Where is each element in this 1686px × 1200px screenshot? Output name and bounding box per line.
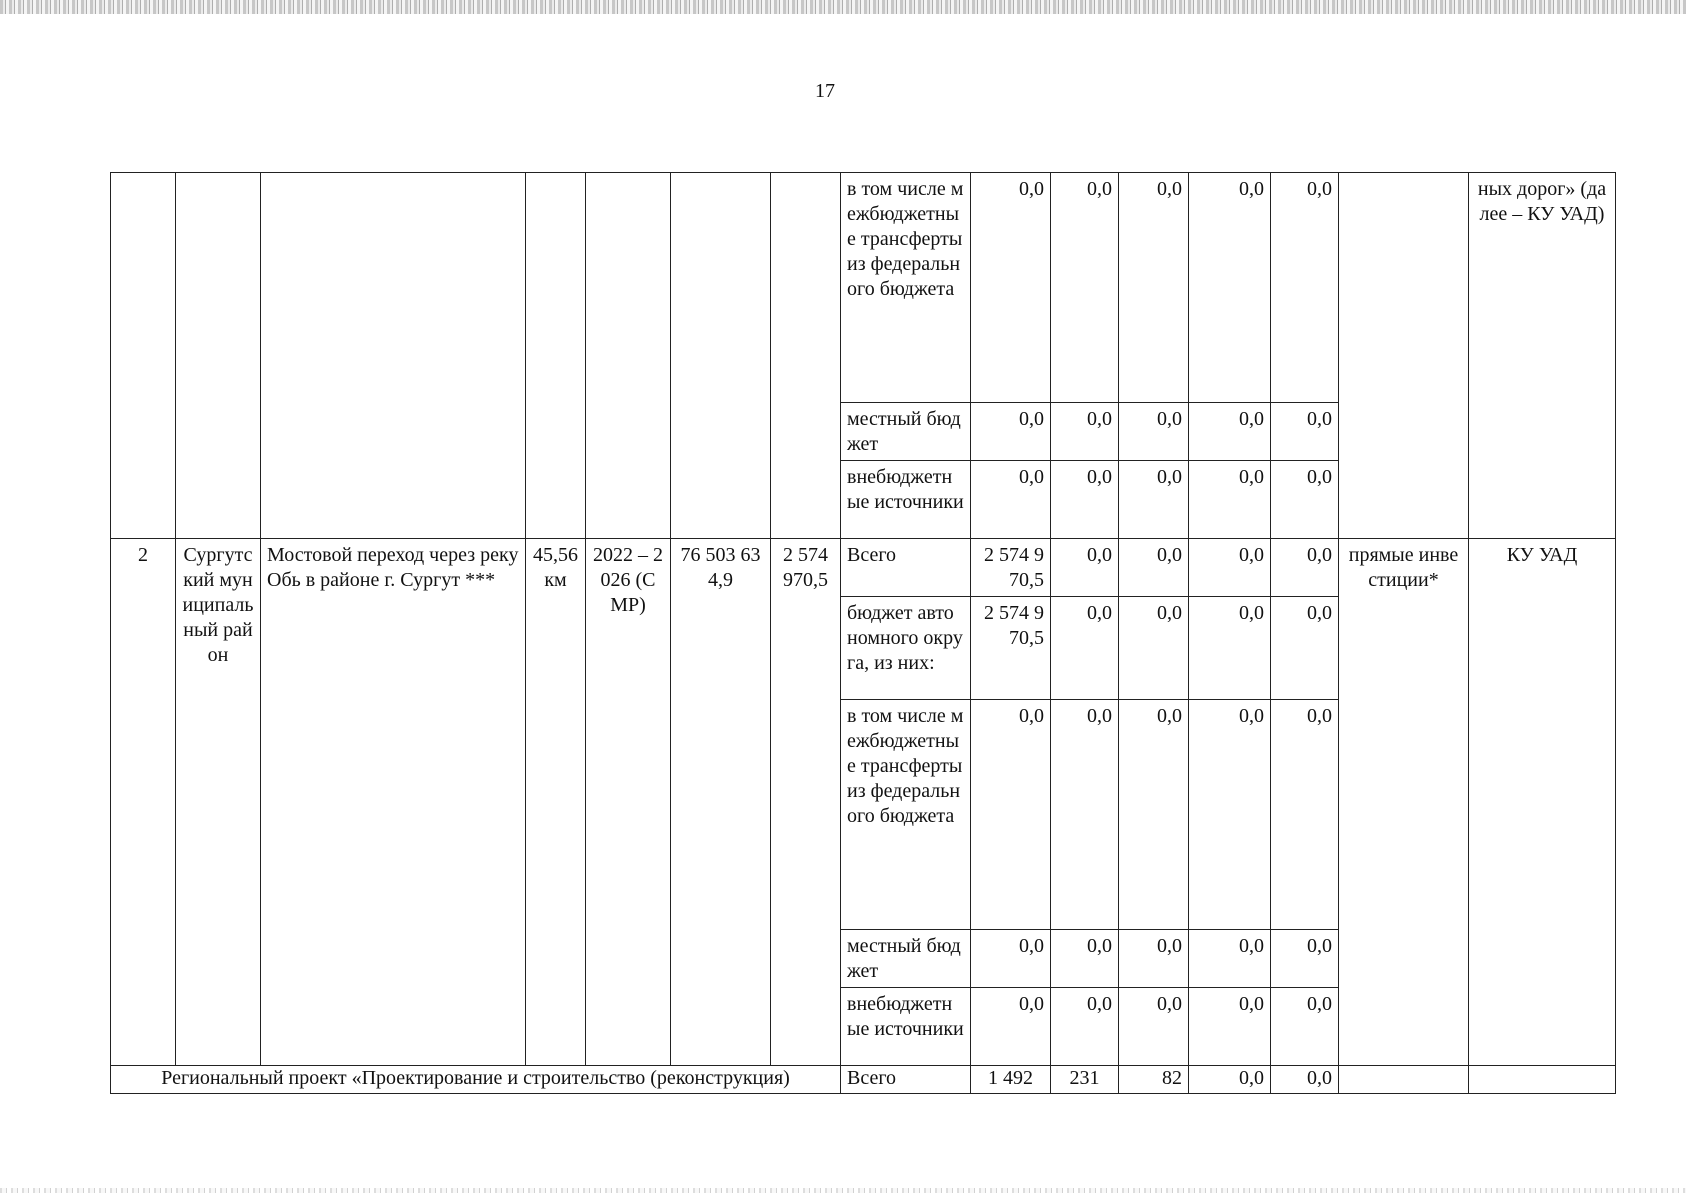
value-cell: 2 574 970,5 (971, 597, 1051, 700)
funding-source-cell: местный бюджет (841, 403, 971, 461)
value-cell: 0,0 (1271, 700, 1339, 930)
remaining-cost: 2 574 970,5 (771, 539, 841, 1066)
value-cell: 0,0 (1119, 173, 1189, 403)
value-cell: 0,0 (971, 403, 1051, 461)
funding-source-cell: внебюджетные источники (841, 461, 971, 539)
value-cell: 0,0 (1119, 461, 1189, 539)
investment-table (110, 172, 1616, 1094)
value-cell: 1 492 (971, 1066, 1051, 1094)
value-cell: 0,0 (1271, 461, 1339, 539)
value-cell: 0,0 (1051, 173, 1119, 403)
value-cell: 0,0 (1189, 539, 1271, 597)
value-cell: 0,0 (1189, 597, 1271, 700)
funding-source-cell: внебюджетные источники (841, 988, 971, 1066)
value-cell: 0,0 (1119, 403, 1189, 461)
value-cell: 0,0 (1051, 700, 1119, 930)
construction-period: 2022 – 2026 (СМР) (586, 539, 671, 1066)
scan-bottom-edge (0, 1188, 1686, 1193)
investment-mechanism: прямые инвестиции* (1339, 539, 1469, 1066)
scan-top-edge (0, 0, 1686, 14)
value-cell: 0,0 (1051, 461, 1119, 539)
value-cell: 0,0 (1051, 539, 1119, 597)
value-cell: 0,0 (1271, 403, 1339, 461)
table-row (111, 539, 1616, 597)
value-cell: 0,0 (971, 173, 1051, 403)
remaining-cost-cell-empty (771, 173, 841, 539)
value-cell: 0,0 (1189, 988, 1271, 1066)
value-cell: 0,0 (1189, 461, 1271, 539)
value-cell: 0,0 (1271, 988, 1339, 1066)
value-cell: 0,0 (1189, 1066, 1271, 1094)
number-cell-empty (111, 173, 176, 539)
funding-source-cell: бюджет автономного округа, из них: (841, 597, 971, 700)
value-cell: 0,0 (971, 930, 1051, 988)
value-cell: 0,0 (1271, 539, 1339, 597)
responsible-party: КУ УАД (1469, 539, 1616, 1066)
value-cell: 0,0 (1119, 700, 1189, 930)
value-cell: 0,0 (1051, 597, 1119, 700)
value-cell: 0,0 (1119, 539, 1189, 597)
funding-source-cell: в том числе межбюджетные трансферты из федерального бюджета (841, 173, 971, 403)
value-cell: 0,0 (1271, 597, 1339, 700)
period-cell-empty (586, 173, 671, 539)
municipality-cell-empty (176, 173, 261, 539)
table-row (111, 1066, 1616, 1094)
value-cell: 0,0 (1189, 403, 1271, 461)
value-cell: 0,0 (1271, 930, 1339, 988)
value-cell: 0,0 (1051, 403, 1119, 461)
value-cell: 231 (1051, 1066, 1119, 1094)
funding-source-cell: местный бюджет (841, 930, 971, 988)
estimated-cost-cell-empty (671, 173, 771, 539)
value-cell: 2 574 970,5 (971, 539, 1051, 597)
value-cell: 82 (1119, 1066, 1189, 1094)
mechanism-cell-empty (1339, 1066, 1469, 1094)
responsible-cell-empty (1469, 1066, 1616, 1094)
value-cell: 0,0 (1051, 988, 1119, 1066)
value-cell: 0,0 (971, 700, 1051, 930)
value-cell: 0,0 (1189, 930, 1271, 988)
regional-project-label: Региональный проект «Проектирование и строительство (реконструкция) (111, 1066, 841, 1094)
object-name-cell-empty (261, 173, 526, 539)
value-cell: 0,0 (971, 988, 1051, 1066)
value-cell: 0,0 (1119, 597, 1189, 700)
mechanism-cell-empty (1339, 173, 1469, 539)
value-cell: 0,0 (1189, 700, 1271, 930)
value-cell: 0,0 (1271, 1066, 1339, 1094)
value-cell: 0,0 (1051, 930, 1119, 988)
page-number: 17 (815, 80, 835, 102)
value-cell: 0,0 (1119, 988, 1189, 1066)
object-capacity: 45,56 км (526, 539, 586, 1066)
value-cell: 0,0 (971, 461, 1051, 539)
object-number: 2 (111, 539, 176, 1066)
funding-source-cell: в том числе межбюджетные трансферты из федерального бюджета (841, 700, 971, 930)
object-name: Мостовой переход через реку Обь в районе г. Сургут *** (261, 539, 526, 1066)
value-cell: 0,0 (1271, 173, 1339, 403)
value-cell: 0,0 (1189, 173, 1271, 403)
estimated-cost: 76 503 634,9 (671, 539, 771, 1066)
capacity-cell-empty (526, 173, 586, 539)
municipality-name: Сургутский муниципальный район (176, 539, 261, 1066)
table-row (111, 173, 1616, 403)
funding-source-cell: Всего (841, 1066, 971, 1094)
funding-source-cell: Всего (841, 539, 971, 597)
value-cell: 0,0 (1119, 930, 1189, 988)
responsible-cell: ных дорог» (далее – КУ УАД) (1469, 173, 1616, 539)
